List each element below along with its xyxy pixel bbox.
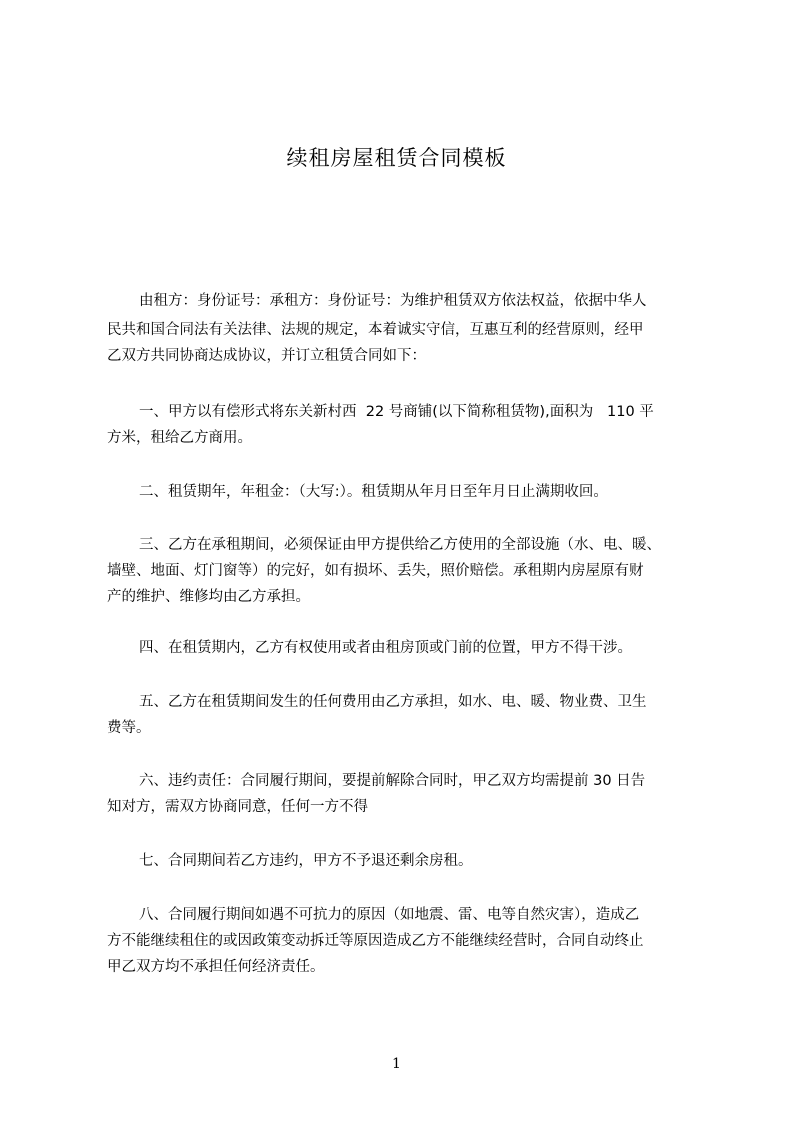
clause-3-line: 墙壁、地面、灯门窗等）的完好，如有损坏、丢失，照价赔偿。承租期内房屋原有财 (107, 563, 644, 579)
clause-8-line: 八、合同履行期间如遇不可抗力的原因（如地震、雷、电等自然灾害），造成乙 (139, 907, 640, 923)
clause-1-line: 方米，租给乙方商用。 (107, 430, 252, 446)
clause-8-line: 方不能继续租住的或因政策变动拆迁等原因造成乙方不能继续经营时，合同自动终止 (107, 933, 644, 949)
clause-8-line: 甲乙双方均不承担任何经济责任。 (107, 959, 325, 975)
page-number: 1 (392, 1056, 401, 1072)
intro-line: 由租方：身份证号：承租方：身份证号：为维护租赁双方依法权益，依据中华人 (139, 293, 647, 309)
clause-2-line: 二、租赁期年，年租金：（大写:）。租赁期从年月日至年月日止满期收回。 (139, 484, 608, 500)
clause-5-line: 费等。 (107, 720, 151, 736)
clause-5-line: 五、乙方在租赁期间发生的任何费用由乙方承担，如水、电、暖、物业费、卫生 (139, 694, 647, 710)
clause-4-line: 四、在租赁期内，乙方有权使用或者由租房顶或门前的位置，甲方不得干涉。 (139, 640, 632, 656)
document-title: 续租房屋租赁合同模板 (286, 146, 507, 170)
clause-6-line: 六、违约责任：合同履行期间，要提前解除合同时，甲乙双方均需提前 30 日告 (139, 773, 646, 789)
clause-3-line: 三、乙方在承租期间，必须保证由甲方提供给乙方使用的全部设施（水、电、暖、 (139, 537, 661, 553)
clause-6-line: 知对方，需双方协商同意，任何一方不得 (107, 799, 368, 815)
clause-1-line: 一、甲方以有偿形式将东关新村西 22 号商铺(以下简称租赁物),面积为 110 平 (139, 404, 654, 420)
intro-line: 民共和国合同法有关法律、法规的规定，本着诚实守信，互惠互利的经营原则，经甲 (107, 322, 644, 338)
intro-line: 乙双方共同协商达成协议，并订立租赁合同如下： (107, 348, 426, 364)
clause-7-line: 七、合同期间若乙方违约，甲方不予退还剩余房租。 (139, 853, 473, 869)
clause-3-line: 产的维护、维修均由乙方承担。 (107, 589, 310, 605)
